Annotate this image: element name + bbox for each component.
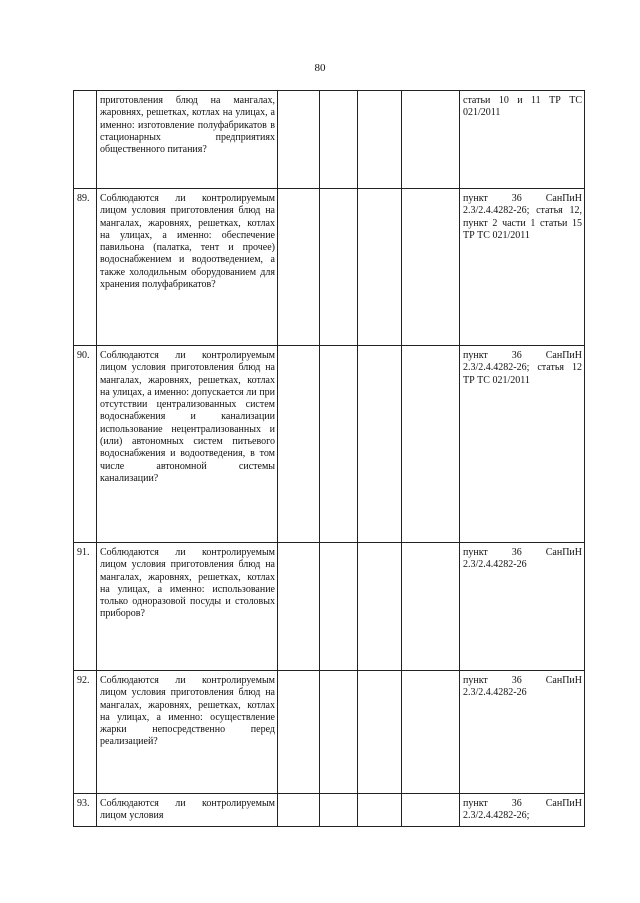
table-row — [74, 794, 585, 827]
table-row — [74, 671, 585, 794]
answer-cell — [320, 543, 358, 671]
answer-cell — [278, 346, 320, 543]
requirement-text: Соблюдаются ли контролируемым лицом условия приготовления блюд на мангалах, жаровнях, решетках, котлах на улицах, а именно: использование только одноразовой посуды и столовых приборов? — [97, 543, 278, 671]
row-number — [74, 91, 97, 189]
answer-cell — [358, 671, 402, 794]
checklist-table — [73, 90, 585, 827]
answer-cell — [320, 794, 358, 827]
answer-cell — [358, 543, 402, 671]
legal-reference: пункт 36 СанПиН 2.3/2.4.4282-26 — [460, 671, 585, 794]
legal-reference: статьи 10 и 11 ТР ТС 021/2011 — [460, 91, 585, 189]
answer-cell — [320, 91, 358, 189]
requirement-text: Соблюдаются ли контролируемым лицом условия приготовления блюд на мангалах, жаровнях, решетках, котлах на улицах, а именно: обеспечение павильона (палатка, тент и прочее) водоснабжением и водоотведением, а также холодильным оборудованием для хранения полуфабрикатов? — [97, 189, 278, 346]
notes-cell — [402, 671, 460, 794]
requirement-text: Соблюдаются ли контролируемым лицом условия — [97, 794, 278, 827]
table-row — [74, 189, 585, 346]
page-number: 80 — [314, 62, 326, 74]
requirement-text: Соблюдаются ли контролируемым лицом условия приготовления блюд на мангалах, жаровнях, решетках, котлах на улицах, а именно: осуществление жарки непосредственно перед реализацией? — [97, 671, 278, 794]
answer-cell — [358, 189, 402, 346]
answer-cell — [278, 189, 320, 346]
row-number: 90. — [74, 346, 97, 543]
answer-cell — [358, 794, 402, 827]
answer-cell — [278, 794, 320, 827]
row-number: 92. — [74, 671, 97, 794]
requirement-text: приготовления блюд на мангалах, жаровнях, решетках, котлах на улицах, а именно: изготовление полуфабрикатов в стационарных предприятиях общественного питания? — [97, 91, 278, 189]
table-row — [74, 346, 585, 543]
answer-cell — [320, 671, 358, 794]
row-number: 93. — [74, 794, 97, 827]
legal-reference: пункт 36 СанПиН 2.3/2.4.4282-26; статья 12, пункт 2 части 1 статьи 15 ТР ТС 021/2011 — [460, 189, 585, 346]
answer-cell — [278, 671, 320, 794]
row-number: 89. — [74, 189, 97, 346]
table-row — [74, 543, 585, 671]
notes-cell — [402, 543, 460, 671]
answer-cell — [358, 91, 402, 189]
table-row — [74, 91, 585, 189]
legal-reference: пункт 36 СанПиН 2.3/2.4.4282-26; — [460, 794, 585, 827]
answer-cell — [320, 346, 358, 543]
legal-reference: пункт 36 СанПиН 2.3/2.4.4282-26 — [460, 543, 585, 671]
legal-reference: пункт 36 СанПиН 2.3/2.4.4282-26; статья 12 ТР ТС 021/2011 — [460, 346, 585, 543]
requirement-text: Соблюдаются ли контролируемым лицом условия приготовления блюд на мангалах, жаровнях, решетках, котлах на улицах, а именно: допускается ли при отсутствии централизованных систем водоснабжения и канализации использование нецентрализованных и (или) автономных систем питьевого водоснабжения и водоотведения, в том числе автономной системы канализации? — [97, 346, 278, 543]
notes-cell — [402, 346, 460, 543]
answer-cell — [278, 543, 320, 671]
answer-cell — [358, 346, 402, 543]
answer-cell — [278, 91, 320, 189]
notes-cell — [402, 794, 460, 827]
notes-cell — [402, 189, 460, 346]
row-number: 91. — [74, 543, 97, 671]
answer-cell — [320, 189, 358, 346]
notes-cell — [402, 91, 460, 189]
